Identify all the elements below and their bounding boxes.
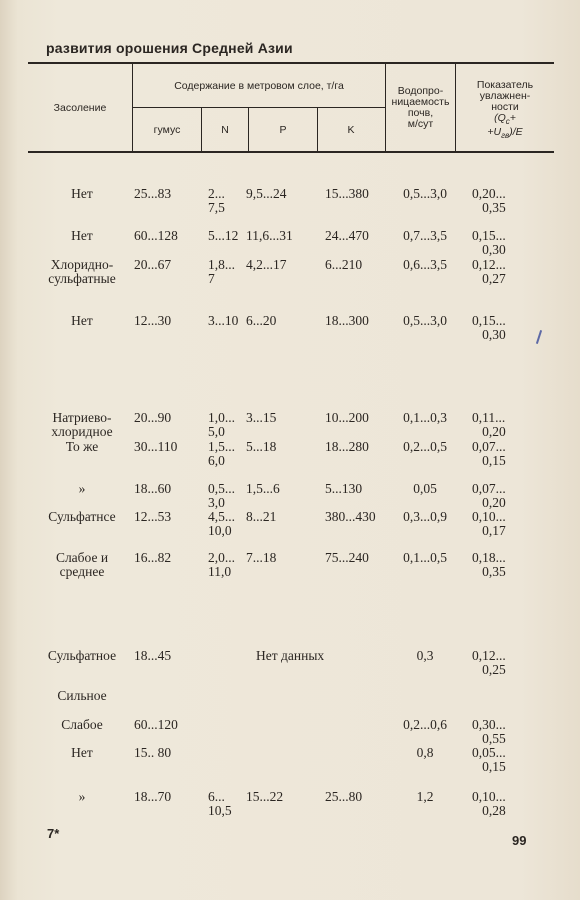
- page-number: 99: [512, 833, 527, 848]
- cell-p: 5...18: [246, 439, 277, 454]
- cell-moisture: 0,30... 0,55: [472, 717, 506, 746]
- cell-permeability: 1,2: [416, 789, 434, 804]
- cell-permeability: 0,1...0,5: [403, 550, 447, 565]
- cell-n: 1,8... 7: [208, 257, 235, 286]
- cell-permeability: 0,5...3,0: [403, 186, 447, 201]
- header-moisture-u-sub: гв: [501, 131, 510, 141]
- cell-humus: 20...90: [134, 410, 172, 425]
- cell-humus: 12...30: [134, 313, 172, 328]
- cell-k: 18...280: [325, 439, 369, 454]
- cell-permeability: 0,6...3,5: [403, 257, 447, 272]
- cell-k: 75...240: [325, 550, 369, 565]
- cell-permeability: 0,5...3,0: [403, 313, 447, 328]
- cell-salinity: Нет: [71, 745, 93, 760]
- cell-salinity: Сильное: [57, 688, 107, 703]
- running-head: развития орошения Средней Азии: [46, 40, 293, 56]
- cell-p: 6...20: [246, 313, 277, 328]
- header-moisture-line-4: [456, 113, 554, 127]
- cell-humus: 12...53: [134, 509, 172, 524]
- cell-n: 2... 7,5: [208, 186, 225, 215]
- signature-mark: 7*: [47, 826, 60, 841]
- header-humus: гумус: [153, 124, 181, 136]
- cell-n: 6... 10,5: [208, 789, 232, 818]
- cell-p: 8...21: [246, 509, 277, 524]
- cell-salinity: »: [78, 481, 86, 496]
- cell-salinity: Сульфатное: [47, 648, 117, 663]
- cell-salinity: Сульфатнсе: [48, 509, 116, 524]
- cell-p: 7...18: [246, 550, 277, 565]
- cell-k: 5...130: [325, 481, 363, 496]
- header-moisture-u: +U: [487, 126, 502, 139]
- cell-n: 2,0... 11,0: [208, 550, 235, 579]
- cell-moisture: 0,20... 0,35: [472, 186, 506, 215]
- cell-salinity: Нет: [71, 313, 93, 328]
- cell-k: 18...300: [325, 313, 369, 328]
- cell-moisture: 0,15... 0,30: [472, 313, 506, 342]
- header-permeability: [386, 86, 455, 130]
- header-permeability-line-4: м/сут: [407, 118, 434, 130]
- cell-moisture: 0,12... 0,27: [472, 257, 506, 286]
- cell-n: 0,5... 3,0: [208, 481, 235, 510]
- cell-n: 3...10: [208, 313, 239, 328]
- header-moisture-plus: +: [509, 112, 516, 124]
- cell-p: 4,2...17: [246, 257, 287, 272]
- header-moisture-line-3: ности: [491, 101, 519, 113]
- cell-n: 1,5... 6,0: [208, 439, 235, 468]
- cell-n: 4,5... 10,0: [208, 509, 235, 538]
- cell-salinity: Хлоридно- сульфатные: [48, 257, 116, 286]
- header-permeability-line-2: ницаемость: [391, 96, 450, 108]
- header-moisture-line-2: увлажнен-: [479, 90, 531, 102]
- cell-moisture: 0,07... 0,15: [472, 439, 506, 468]
- cell-humus: 25...83: [134, 186, 172, 201]
- cell-n: 1,0... 5,0: [208, 410, 235, 439]
- table-header-bottom-rule: [28, 151, 554, 153]
- cell-p: 11,6...31: [246, 228, 293, 243]
- header-salinity: Засоление: [53, 102, 107, 114]
- cell-humus: 30...110: [134, 439, 178, 454]
- cell-humus: 60...128: [134, 228, 178, 243]
- cell-k: 6...210: [325, 257, 363, 272]
- cell-salinity: Нет: [71, 186, 93, 201]
- cell-permeability: 0,3: [416, 648, 434, 663]
- header-moisture-q-sub: c: [505, 117, 510, 127]
- cell-p: 9,5...24: [246, 186, 287, 201]
- header-permeability-line-1: Водопро-: [397, 85, 444, 97]
- cell-salinity: Натриево- хлоридное: [51, 410, 113, 439]
- cell-moisture: 0,18... 0,35: [472, 550, 506, 579]
- cell-salinity: Слабое и среднее: [55, 550, 109, 579]
- header-content-group: Содержание в метровом слое, т/га: [174, 80, 344, 92]
- cell-permeability: 0,8: [416, 745, 434, 760]
- cell-salinity: Слабое: [61, 717, 103, 732]
- cell-k: 10...200: [325, 410, 369, 425]
- cell-moisture: 0,10... 0,28: [472, 789, 506, 818]
- cell-permeability: 0,3...0,9: [403, 509, 447, 524]
- header-moisture-line-1: Показатель: [476, 79, 534, 91]
- cell-p: 1,5...6: [246, 481, 280, 496]
- cell-humus: 15.. 80: [134, 745, 172, 760]
- cell-k: 24...470: [325, 228, 369, 243]
- cell-moisture: 0,05... 0,15: [472, 745, 506, 774]
- cell-moisture: 0,07... 0,20: [472, 481, 506, 510]
- cell-humus: 60...120: [134, 717, 178, 732]
- header-n: N: [221, 124, 229, 136]
- cell-moisture: 0,15... 0,30: [472, 228, 506, 257]
- cell-p: 3...15: [246, 410, 277, 425]
- cell-n: 5...12: [208, 228, 239, 243]
- cell-humus: 18...70: [134, 789, 172, 804]
- cell-salinity: »: [78, 789, 86, 804]
- cell-permeability: 0,05: [413, 481, 437, 496]
- cell-p: 15...22: [246, 789, 284, 804]
- header-k: K: [347, 124, 355, 136]
- cell-permeability: 0,2...0,6: [403, 717, 447, 732]
- cell-permeability: 0,2...0,5: [403, 439, 447, 454]
- cell-moisture: 0,11... 0,20: [472, 410, 506, 439]
- cell-moisture: 0,12... 0,25: [472, 648, 506, 677]
- cell-permeability: 0,7...3,5: [403, 228, 447, 243]
- header-p: P: [279, 124, 287, 136]
- cell-humus: 18...60: [134, 481, 172, 496]
- cell-k: 25...80: [325, 789, 363, 804]
- header-moisture-index: [456, 80, 554, 141]
- cell-salinity: То же: [65, 439, 99, 454]
- table-top-rule: [28, 62, 554, 64]
- cell-no-data: Нет данных: [256, 648, 325, 663]
- cell-humus: 18...45: [134, 648, 172, 663]
- cell-k: 380...430: [325, 509, 376, 524]
- pen-mark: [536, 330, 542, 344]
- cell-moisture: 0,10... 0,17: [472, 509, 506, 538]
- header-moisture-q: (Q: [494, 112, 506, 124]
- header-moisture-e: )/E: [509, 126, 523, 139]
- content-subheader-rule: [132, 107, 385, 108]
- cell-salinity: Нет: [71, 228, 93, 243]
- col-divider-1: [132, 64, 133, 151]
- header-moisture-line-5: [456, 127, 554, 141]
- cell-humus: 16...82: [134, 550, 172, 565]
- cell-permeability: 0,1...0,3: [403, 410, 447, 425]
- cell-k: 15...380: [325, 186, 369, 201]
- header-permeability-line-3: почв,: [407, 107, 434, 119]
- cell-humus: 20...67: [134, 257, 172, 272]
